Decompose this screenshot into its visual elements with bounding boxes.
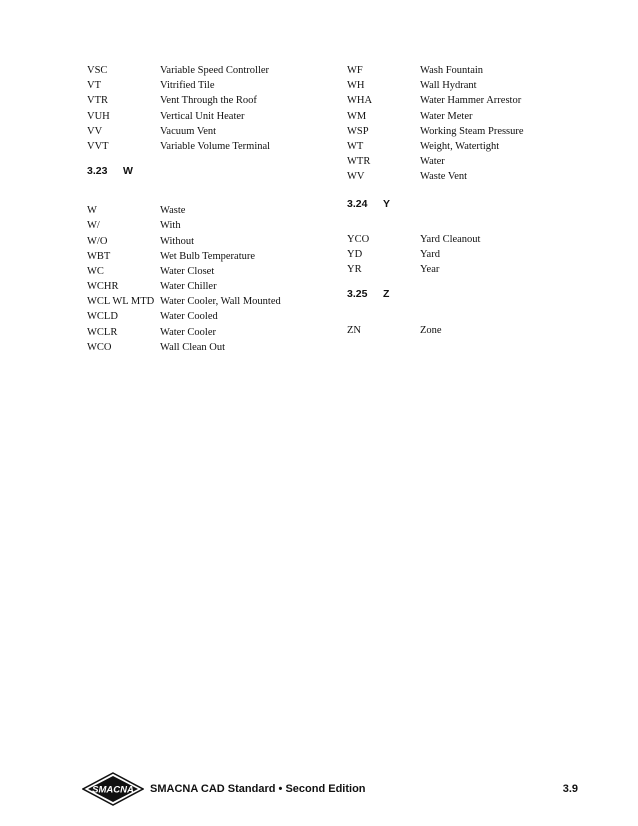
abbreviation: WF bbox=[347, 65, 363, 76]
abbreviation: W/O bbox=[87, 235, 108, 247]
glossary-row bbox=[87, 63, 337, 78]
definition: Vitrified Tile bbox=[160, 80, 215, 92]
abbreviation: VTR bbox=[87, 95, 108, 107]
definition: With bbox=[160, 220, 181, 232]
abbreviation: WTR bbox=[347, 156, 371, 168]
glossary-row bbox=[87, 340, 337, 355]
glossary-row bbox=[347, 262, 597, 277]
abbreviation: WM bbox=[347, 110, 367, 122]
definition: Yard Cleanout bbox=[420, 233, 481, 245]
logo-text: SMACNA bbox=[92, 784, 134, 796]
definition: Wet Bulb Temperature bbox=[160, 250, 256, 262]
definition: Vacuum Vent bbox=[160, 125, 217, 137]
glossary-row bbox=[87, 78, 337, 93]
definition: Water Meter bbox=[420, 110, 473, 122]
glossary-row bbox=[347, 169, 597, 184]
section-letter: Y bbox=[383, 197, 391, 210]
glossary-row bbox=[87, 309, 337, 324]
glossary-row bbox=[87, 203, 337, 218]
definition: Variable Speed Controller bbox=[160, 65, 270, 76]
abbreviation: WBT bbox=[87, 250, 111, 262]
page-number: 3.9 bbox=[562, 783, 578, 795]
abbreviation: WCHR bbox=[87, 281, 119, 293]
glossary-row bbox=[87, 325, 337, 340]
definition: Weight, Watertight bbox=[420, 140, 500, 152]
glossary-row bbox=[347, 154, 597, 169]
abbreviation: WCO bbox=[87, 341, 112, 353]
definition: Water bbox=[420, 156, 445, 168]
abbreviation: VUH bbox=[87, 110, 110, 122]
abbreviation: VVT bbox=[87, 140, 109, 152]
abbreviation: YR bbox=[347, 263, 362, 275]
definition: Variable Volume Terminal bbox=[160, 140, 271, 152]
abbreviation: WHA bbox=[347, 95, 373, 107]
glossary-row bbox=[347, 78, 597, 93]
abbreviation: VSC bbox=[87, 65, 108, 76]
glossary-row bbox=[87, 93, 337, 108]
abbreviation: ZN bbox=[347, 325, 361, 337]
abbreviation: WSP bbox=[347, 125, 369, 137]
glossary-row bbox=[347, 124, 597, 139]
definition: Water Cooler, Wall Mounted bbox=[160, 296, 281, 308]
glossary-row bbox=[87, 264, 337, 279]
section-heading-y bbox=[347, 195, 597, 213]
section-number: 3.25 bbox=[347, 288, 368, 301]
glossary-row bbox=[87, 218, 337, 233]
smacna-logo-icon bbox=[82, 772, 144, 806]
definition: Yard bbox=[420, 248, 440, 260]
right-column bbox=[347, 63, 597, 338]
abbreviation: VV bbox=[87, 125, 103, 137]
definition: Vent Through the Roof bbox=[160, 95, 257, 107]
section-heading-z bbox=[347, 285, 597, 303]
section-letter: Z bbox=[383, 288, 390, 301]
definition: Year bbox=[420, 263, 440, 275]
page-footer bbox=[82, 772, 578, 806]
definition: Working Steam Pressure bbox=[420, 125, 524, 137]
glossary-row bbox=[87, 109, 337, 124]
definition: Zone bbox=[420, 325, 442, 337]
abbreviation: WV bbox=[347, 171, 365, 183]
abbreviation: WCLR bbox=[87, 326, 118, 338]
section-letter: W bbox=[123, 165, 133, 178]
glossary-row bbox=[347, 247, 597, 262]
abbreviation: WC bbox=[87, 265, 104, 277]
definition: Water Cooled bbox=[160, 311, 218, 323]
definition: Wall Clean Out bbox=[160, 341, 226, 353]
definition: Wash Fountain bbox=[420, 65, 484, 76]
abbreviation: WH bbox=[347, 80, 365, 92]
left-column bbox=[87, 63, 337, 355]
abbreviation: WCLD bbox=[87, 311, 118, 323]
glossary-row bbox=[87, 234, 337, 249]
definition: Without bbox=[160, 235, 194, 247]
definition: Water Cooler bbox=[160, 326, 217, 338]
footer-title: SMACNA CAD Standard • Second Edition bbox=[150, 783, 366, 795]
abbreviation: WCL WL MTD bbox=[87, 296, 155, 308]
glossary-row bbox=[347, 139, 597, 154]
definition: Waste Vent bbox=[420, 171, 468, 183]
glossary-row bbox=[347, 63, 597, 78]
glossary-row bbox=[87, 279, 337, 294]
abbreviation: YCO bbox=[347, 233, 370, 245]
abbreviation: WT bbox=[347, 140, 364, 152]
definition: Water Hammer Arrestor bbox=[420, 95, 522, 107]
glossary-row bbox=[87, 294, 337, 309]
glossary-row bbox=[347, 93, 597, 108]
glossary-row bbox=[87, 249, 337, 264]
abbreviation: W bbox=[87, 205, 97, 217]
glossary-row bbox=[87, 124, 337, 139]
section-heading-w bbox=[87, 162, 337, 180]
definition: Vertical Unit Heater bbox=[160, 110, 245, 122]
glossary-row bbox=[347, 323, 597, 338]
abbreviation: VT bbox=[87, 80, 101, 92]
section-number: 3.23 bbox=[87, 165, 108, 178]
definition: Waste bbox=[160, 205, 186, 217]
glossary-row bbox=[347, 109, 597, 124]
definition: Wall Hydrant bbox=[420, 80, 477, 92]
abbreviation: YD bbox=[347, 248, 363, 260]
section-number: 3.24 bbox=[347, 197, 368, 210]
glossary-row bbox=[87, 139, 337, 154]
abbreviation: W/ bbox=[87, 220, 100, 232]
definition: Water Closet bbox=[160, 265, 215, 277]
definition: Water Chiller bbox=[160, 281, 217, 293]
glossary-row bbox=[347, 232, 597, 247]
